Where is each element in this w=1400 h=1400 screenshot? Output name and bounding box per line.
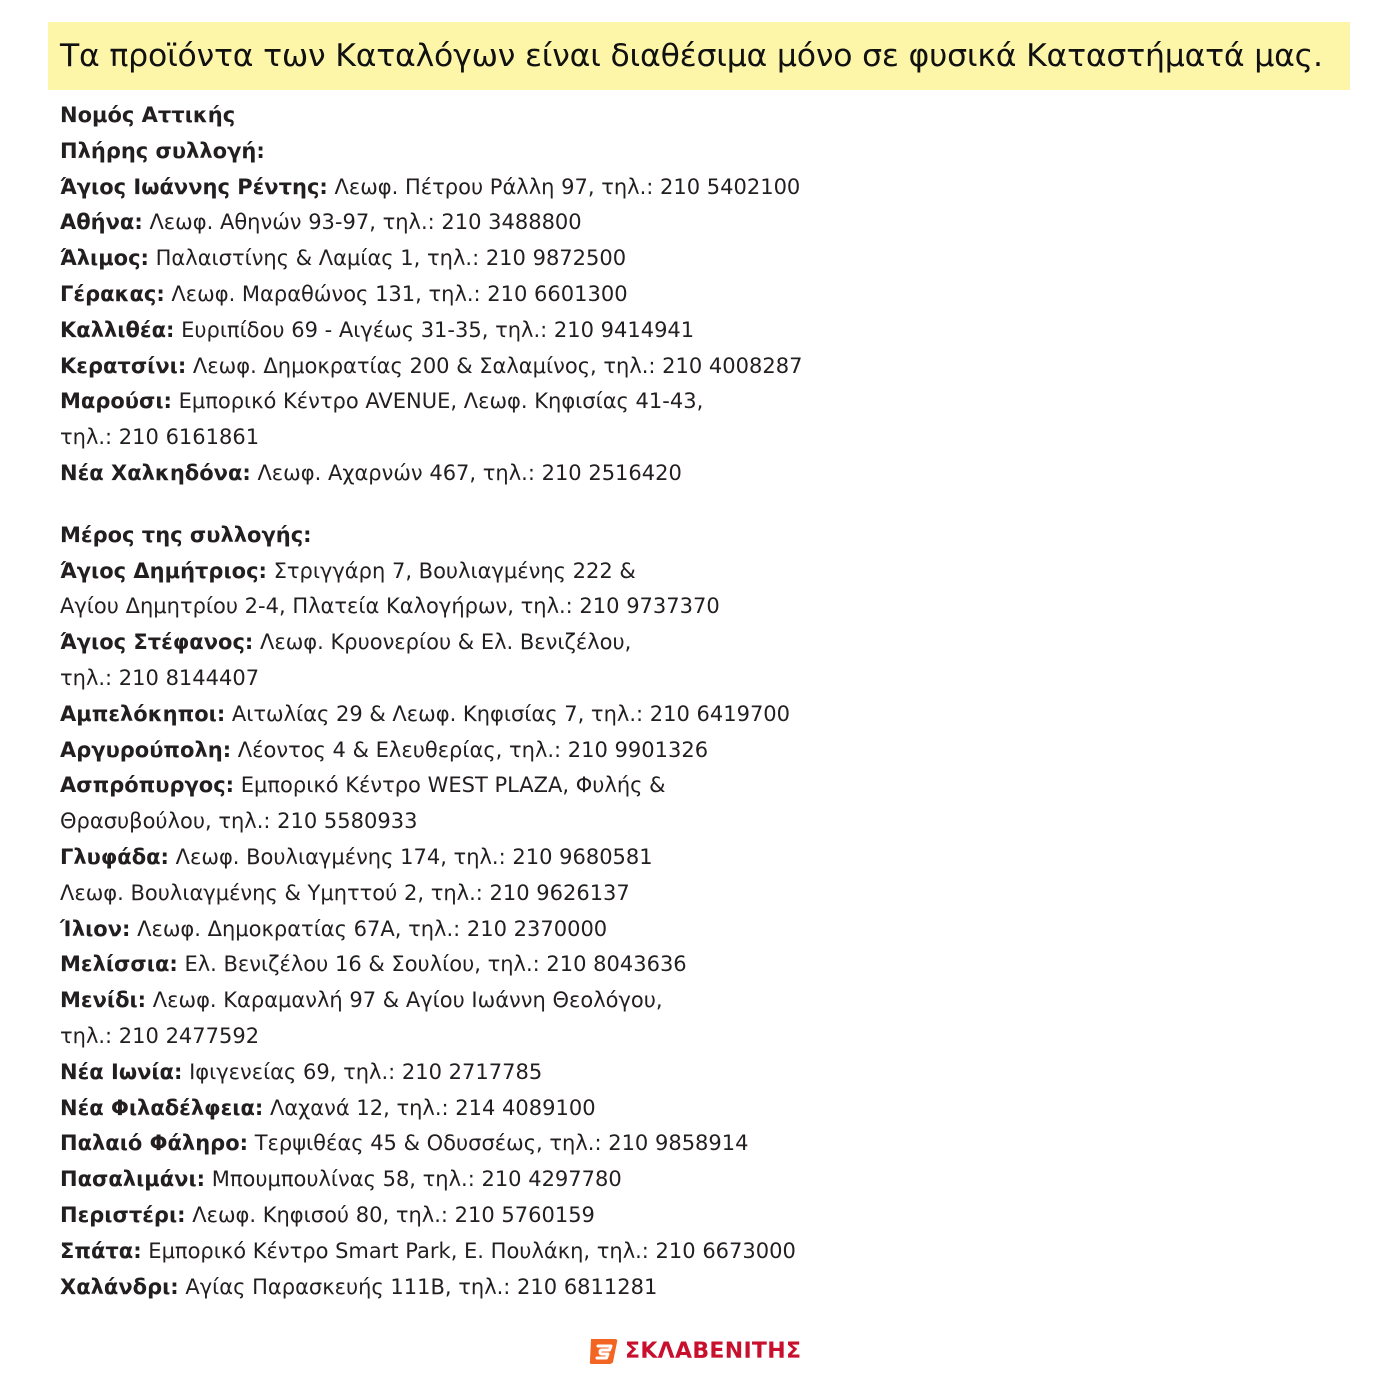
store-entry — [60, 313, 1300, 349]
store-entry — [60, 1126, 1300, 1162]
store-name: Ασπρόπυργος: — [60, 773, 235, 798]
store-details: τηλ.: 210 8144407 — [60, 665, 260, 690]
store-details: Λαχανά 12, τηλ.: 214 4089100 — [263, 1095, 596, 1120]
store-name: Νέα Ιωνία: — [60, 1059, 183, 1084]
store-details: Εμπορικό Κέντρο WEST PLAZA, Φυλής & — [234, 773, 666, 798]
store-name: Κερατσίνι: — [60, 353, 187, 378]
store-entry-continuation — [60, 661, 1300, 697]
brand-name: ΣΚΛΑΒΕΝΙΤΗΣ — [625, 1338, 802, 1364]
store-details: Λεωφ. Καραμανλή 97 & Αγίου Ιωάννη Θεολόγου, — [146, 988, 663, 1013]
store-details: τηλ.: 210 6161861 — [60, 425, 260, 450]
store-entry — [60, 625, 1300, 661]
store-entry — [60, 840, 1300, 876]
store-details: Εμπορικό Κέντρο AVENUE, Λεωφ. Κηφισίας 41-43, — [171, 389, 704, 414]
store-details: Λεωφ. Βουλιαγμένης 174, τηλ.: 210 9680581 — [168, 844, 653, 869]
store-entry — [60, 456, 1300, 492]
full-collection-heading: Πλήρης συλλογή: — [60, 138, 265, 163]
store-entry — [60, 912, 1300, 948]
store-entry — [60, 554, 1300, 590]
store-entry — [60, 349, 1300, 385]
store-details: Λεωφ. Αχαρνών 467, τηλ.: 210 2516420 — [250, 460, 682, 485]
store-details: Ιφιγενείας 69, τηλ.: 210 2717785 — [182, 1059, 543, 1084]
store-details: Λέοντος 4 & Ελευθερίας, τηλ.: 210 9901326 — [231, 737, 709, 762]
store-details: Λεωφ. Δημοκρατίας 200 & Σαλαμίνος, τηλ.: 210 4008287 — [186, 353, 803, 378]
store-name: Μενίδι: — [60, 988, 147, 1013]
store-name: Νέα Χαλκηδόνα: — [60, 460, 251, 485]
store-entry-continuation — [60, 1019, 1300, 1055]
store-details: Λεωφ. Βουλιαγμένης & Υμηττού 2, τηλ.: 210 9626137 — [60, 880, 630, 905]
store-name: Μελίσσια: — [60, 952, 178, 977]
store-entry — [60, 983, 1300, 1019]
section-spacer — [60, 492, 1300, 518]
store-name: Νέα Φιλαδέλφεια: — [60, 1095, 264, 1120]
store-details: Αιτωλίας 29 & Λεωφ. Κηφισίας 7, τηλ.: 210 6419700 — [225, 701, 791, 726]
store-name: Περιστέρι: — [60, 1202, 186, 1227]
sklavenitis-logo-icon — [588, 1337, 619, 1365]
store-details: Μπουμπουλίνας 58, τηλ.: 210 4297780 — [205, 1167, 622, 1192]
store-entry — [60, 1162, 1300, 1198]
store-details: Ελ. Βενιζέλου 16 & Σουλίου, τηλ.: 210 8043636 — [177, 952, 687, 977]
store-entry — [60, 768, 1300, 804]
store-entry — [60, 1270, 1300, 1306]
store-entry-continuation — [60, 589, 1300, 625]
store-entry — [60, 277, 1300, 313]
store-name: Άγιος Ιωάννης Ρέντης: — [60, 174, 328, 199]
store-entry — [60, 384, 1300, 420]
store-entry — [60, 205, 1300, 241]
store-entry — [60, 733, 1300, 769]
store-list — [60, 98, 1300, 1305]
banner-text: Τα προϊόντα των Καταλόγων είναι διαθέσιμα μόνο σε φυσικά Καταστήματά μας. — [60, 38, 1323, 74]
store-details: Ευριπίδου 69 - Αιγέως 31-35, τηλ.: 210 9414941 — [174, 317, 695, 342]
store-entry — [60, 170, 1300, 206]
store-name: Άγιος Δημήτριος: — [60, 558, 267, 583]
store-name: Αμπελόκηποι: — [60, 701, 226, 726]
store-details: Τερψιθέας 45 & Οδυσσέως, τηλ.: 210 9858914 — [248, 1131, 749, 1156]
store-name: Γέρακας: — [60, 281, 165, 306]
store-entry — [60, 947, 1300, 983]
store-name: Ίλιον: — [60, 916, 131, 941]
store-name: Άλιμος: — [60, 246, 149, 271]
store-entry — [60, 241, 1300, 277]
partial-collection-heading: Μέρος της συλλογής: — [60, 522, 312, 547]
store-name: Άγιος Στέφανος: — [60, 630, 254, 655]
store-entry-continuation — [60, 804, 1300, 840]
store-entry — [60, 1055, 1300, 1091]
brand-logo — [588, 1334, 801, 1368]
store-details: Λεωφ. Αθηνών 93-97, τηλ.: 210 3488800 — [142, 210, 582, 235]
availability-banner — [48, 22, 1350, 90]
store-entry — [60, 1198, 1300, 1234]
store-entry — [60, 1091, 1300, 1127]
full-collection-list — [60, 170, 1300, 492]
store-name: Σπάτα: — [60, 1238, 142, 1263]
store-name: Χαλάνδρι: — [60, 1274, 179, 1299]
store-details: τηλ.: 210 2477592 — [60, 1023, 260, 1048]
store-details: Λεωφ. Κηφισού 80, τηλ.: 210 5760159 — [185, 1202, 595, 1227]
store-name: Καλλιθέα: — [60, 317, 175, 342]
store-entry-continuation — [60, 876, 1300, 912]
store-details: Λεωφ. Κρυονερίου & Ελ. Βενιζέλου, — [253, 630, 632, 655]
store-entry — [60, 1234, 1300, 1270]
store-entry-continuation — [60, 420, 1300, 456]
partial-collection-list — [60, 554, 1300, 1306]
store-details: Αγίου Δημητρίου 2-4, Πλατεία Καλογήρων, τηλ.: 210 9737370 — [60, 594, 720, 619]
store-name: Πασαλιμάνι: — [60, 1167, 206, 1192]
store-name: Αργυρούπολη: — [60, 737, 232, 762]
store-details: Λεωφ. Δημοκρατίας 67Α, τηλ.: 210 2370000 — [130, 916, 608, 941]
store-details: Λεωφ. Πέτρου Ράλλη 97, τηλ.: 210 5402100 — [327, 174, 801, 199]
store-details: Στριγγάρη 7, Βουλιαγμένης 222 & — [266, 558, 636, 583]
store-details: Παλαιστίνης & Λαμίας 1, τηλ.: 210 9872500 — [148, 246, 627, 271]
store-name: Παλαιό Φάληρο: — [60, 1131, 249, 1156]
store-name: Αθήνα: — [60, 210, 143, 235]
region-title: Νομός Αττικής — [60, 103, 236, 127]
store-details: Θρασυβούλου, τηλ.: 210 5580933 — [60, 809, 418, 834]
store-name: Μαρούσι: — [60, 389, 172, 414]
store-details: Λεωφ. Μαραθώνος 131, τηλ.: 210 6601300 — [164, 281, 628, 306]
store-name: Γλυφάδα: — [60, 844, 169, 869]
store-details: Εμπορικό Κέντρο Smart Park, Ε. Πουλάκη, τηλ.: 210 6673000 — [141, 1238, 796, 1263]
store-details: Αγίας Παρασκευής 111Β, τηλ.: 210 6811281 — [178, 1274, 658, 1299]
store-entry — [60, 697, 1300, 733]
